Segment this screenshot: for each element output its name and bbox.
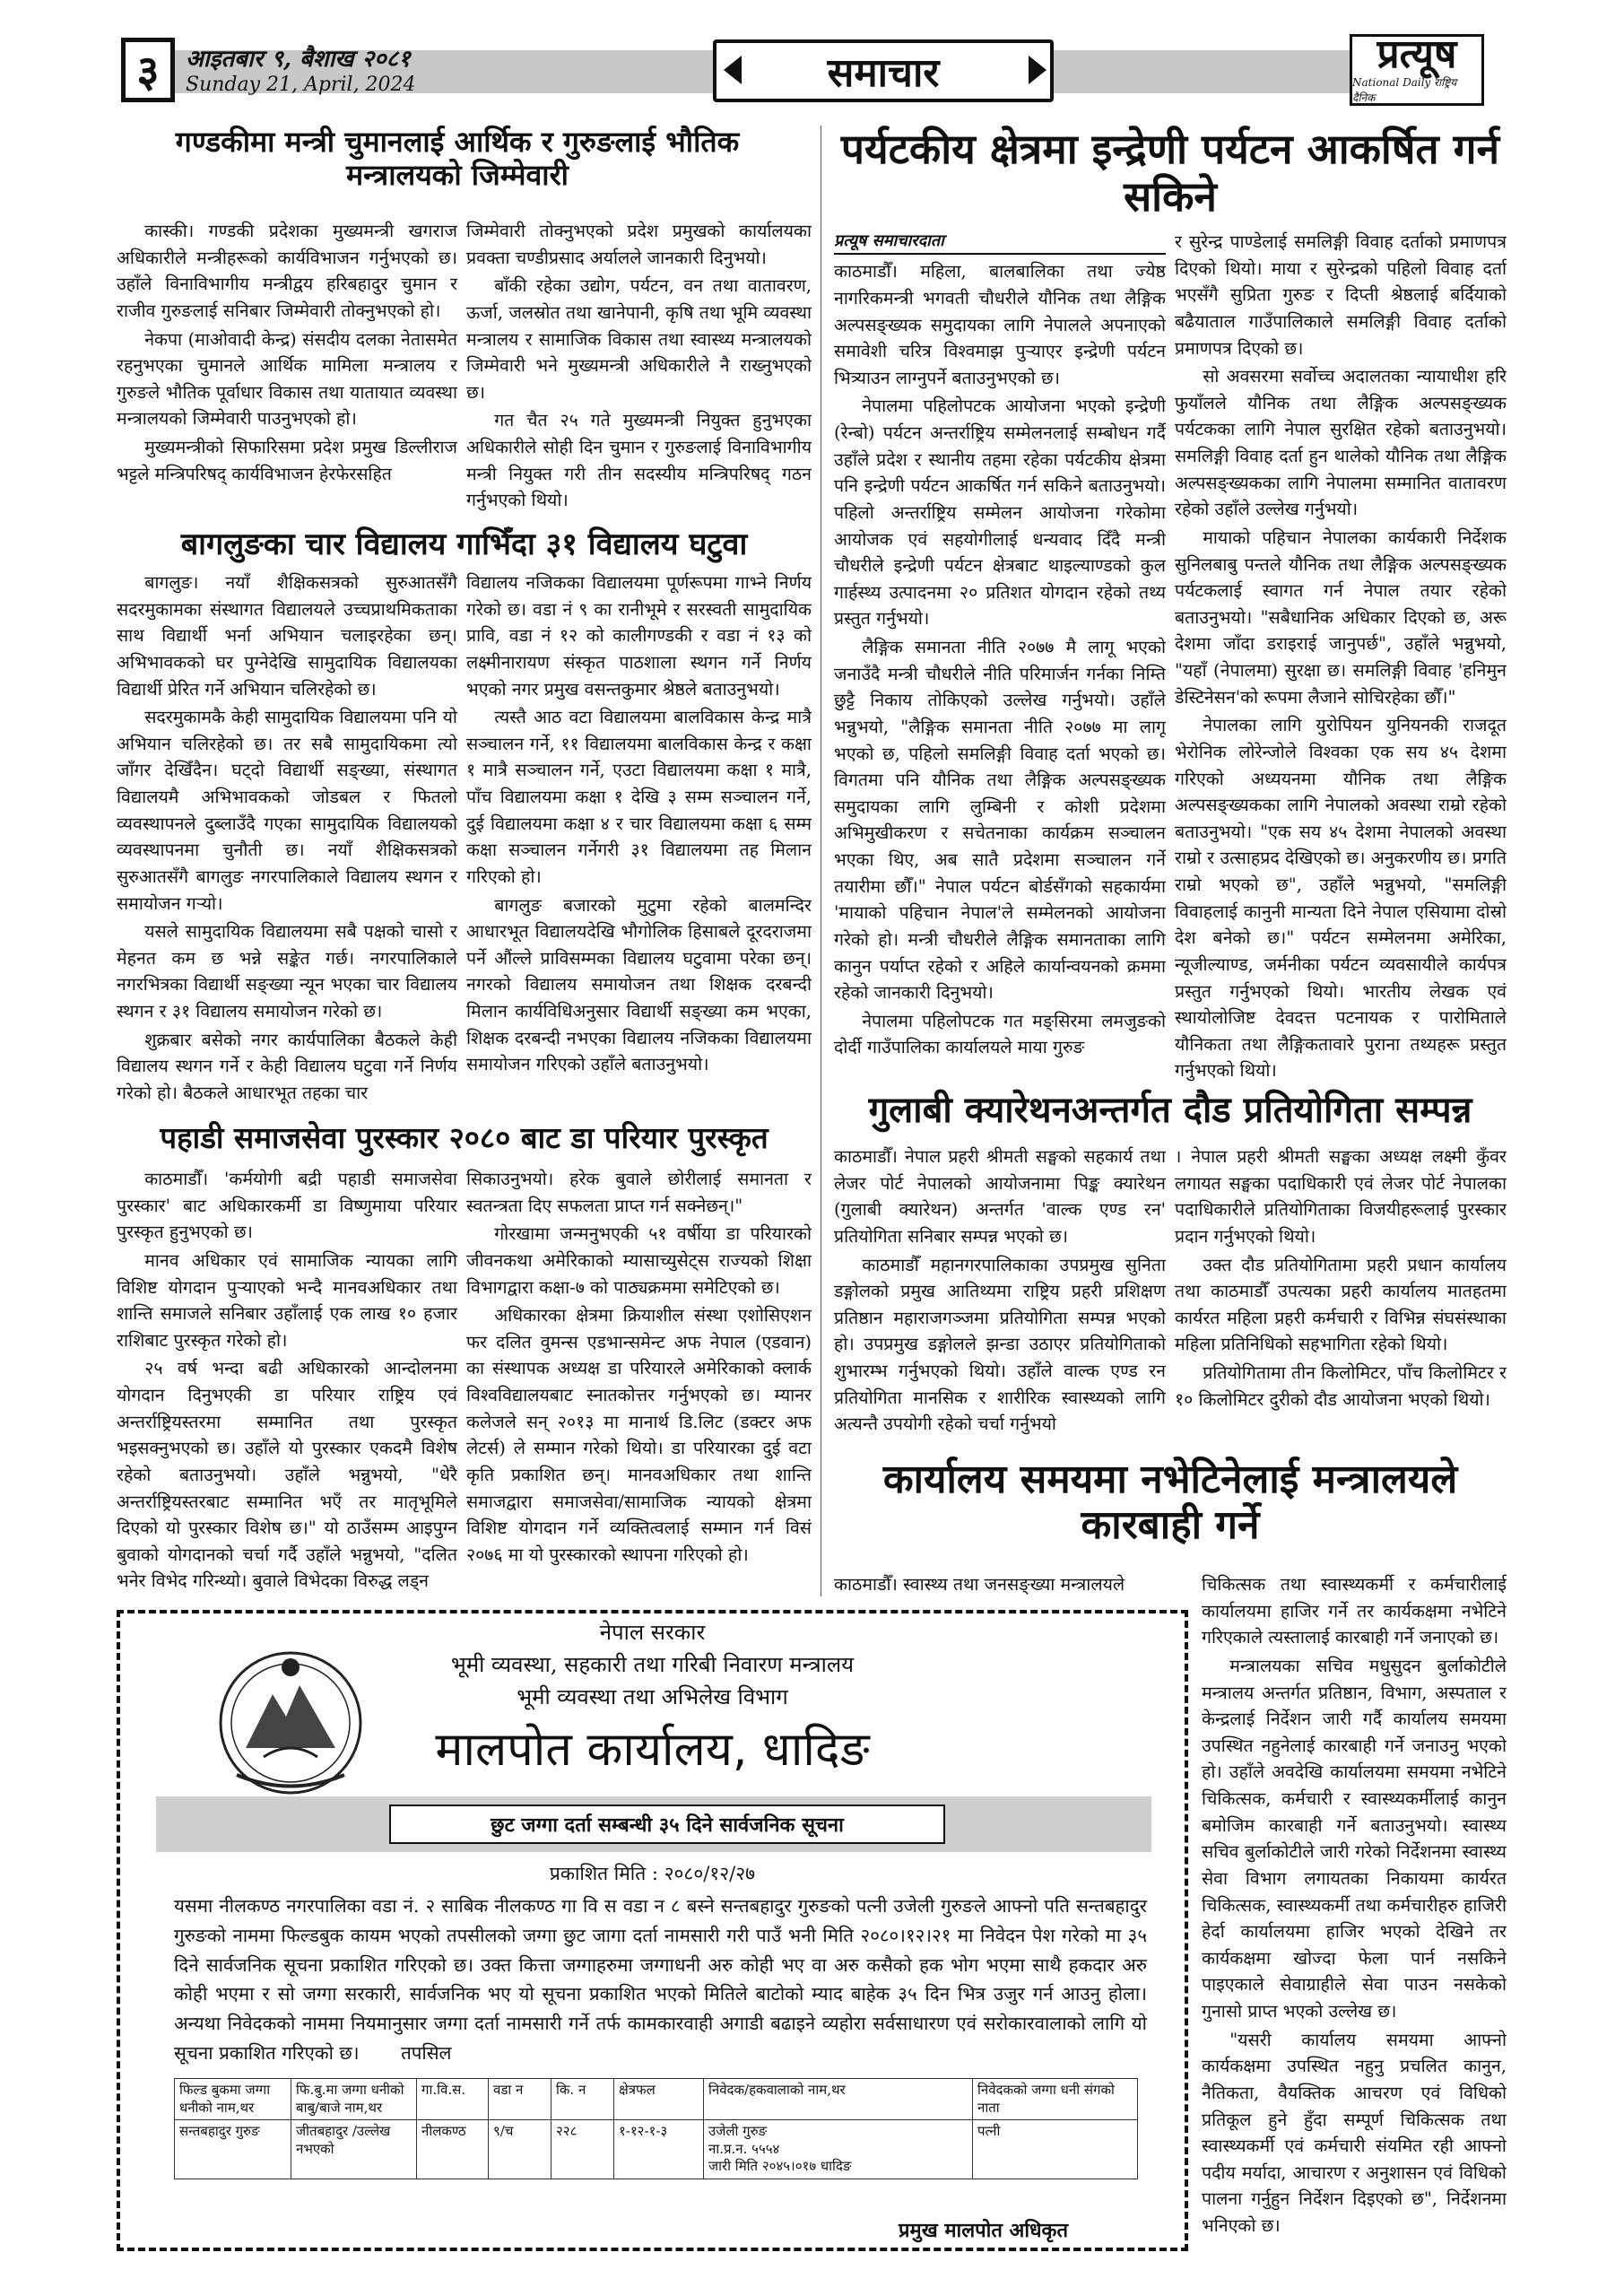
notice-tapsil: तपसिल (401, 2041, 452, 2064)
article-column (117, 1166, 457, 1596)
byline: प्रत्यूष समाचारदाता (834, 229, 1166, 255)
paragraph: कास्की। गण्डकी प्रदेशका मुख्यमन्त्री खगराज अधिकारीले मन्त्रीहरूको कार्यविभाजन गर्नुभएको छ। उहाँले विनाविभागीय मन्त्रीद्वय हरिबहादुर चुमान र राजीव गुरुङलाई सनिबार जिम्मेवारी तोक्नुभएको हो। (117, 221, 457, 321)
date-english: Sunday 21, April, 2024 (186, 74, 416, 96)
masthead-subtitle: National Daily राष्ट्रिय दैनिक (1352, 76, 1457, 104)
section-label: समाचार (713, 39, 1054, 102)
article-column (834, 1144, 1166, 1453)
table-header-cell: फि.बु.मा जग्गा धनीको बाबु/बाजे नाम,थर (291, 2079, 417, 2120)
table-header-cell: वडा न (489, 2079, 551, 2120)
paragraph: "यसरी कार्यालय समयमा आफ्नो कार्यकक्षमा उपस्थित नहुनु प्रचलित कानुन, नैतिकता, वैयक्तिक आचरण एवं विधिको प्रतिकूल हुने हुँदा सम्पूर्ण चिकित्सक तथा स्वास्थ्यकर्मी एवं कर्मचारी संयमित रही आफ्नो पदीय मर्यादा, आचारण र अनुशासन एवं विधिको पालना गर्नुहुन निर्देशन दिइएको छ", निर्देशनमा भनिएको छ। (1202, 2029, 1507, 2236)
article-column (117, 218, 457, 523)
paragraph: जिम्मेवारी तोक्नुभएको प्रदेश प्रमुखको कार्यालयका प्रवक्ता चण्डीप्रसाद अर्यालले जानकारी दिनुभयो। (466, 221, 812, 268)
masthead-logo (1350, 31, 1484, 106)
table-cell: १-१२-१-३ (614, 2120, 704, 2179)
arrow-left-icon (724, 56, 742, 84)
paragraph: लैङ्गिक समानता नीति २०७७ मै लागू भएको जनाउँदै मन्त्री चौधरीले नीति परिमार्जन गर्नका निम्ति छुट्टै निकाय तोकिएको उल्लेख गर्नुभयो। उहाँले भन्नुभयो, "लैङ्गिक समानता नीति २०७७ मा लागू भएको छ, पहिलो समलिङ्गी विवाह दर्ता भएको छ। विगतमा पनि यौनिक तथा लैङ्गिक अल्पसङ्ख्यक समुदायका लागि लुम्बिनी र कोशी प्रदेशमा अभिमुखीकरण र सचेतनाका कार्यक्रम सञ्चालन भएका थिए, अब सातै प्रदेशमा सञ्चालन गर्ने तयारीमा छौँ।" नेपाल पर्यटन बोर्डसँगको सहकार्यमा 'मायाको पहिचान नेपाल'ले सम्मेलनको आयोजना गरेको हो। मन्त्री चौधरीले लैङ्गिक समानताका लागि कानुन पर्याप्त रहेको र अहिले कार्यान्वयनको क्रममा रहेको जानकारी दिनुभयो। (834, 637, 1166, 1004)
paragraph: नेपालमा पहिलोपटक गत मङ्सिरमा लमजुङको दोर्दी गाउँपालिका कार्यालयले माया गुरुङ (834, 1010, 1166, 1058)
article-headline: कार्यालय समयमा नभेटिनेलाई मन्त्रालयले कारबाही गर्ने (882, 1457, 1458, 1548)
paragraph: २५ वर्ष भन्दा बढी अधिकारको आन्दोलनमा योगदान दिनुभएकी डा परियार राष्ट्रिय एवं अन्तर्राष्ट्रियस्तरमा सम्मानित तथा पुरस्कृत भइसक्नुभएको छ। उहाँले यो पुरस्कार एकदमै विशेष रहेको बताउनुभयो। उहाँले भन्नुभयो, "धेरै अन्तर्राष्ट्रियस्तरबाट सम्मानित भएँ तर मातृभूमिले दिएको यो पुरस्कार विशेष छ।" यो ठाउँसम्म आइपुग्न बुवाको योगदानको चर्चा गर्दै उहाँले भन्नुभयो, "दलित भनेर विभेद गरिन्थ्यो। बुवाले विभेदका विरुद्ध लड्न (117, 1358, 457, 1592)
page-number: ३ (121, 38, 175, 102)
table-cell: नीलकण्ठ (417, 2120, 489, 2179)
paragraph: । नेपाल प्रहरी श्रीमती सङ्घका अध्यक्ष लक्ष्मी कुँवर लगायत सङ्घका पदाधिकारी एवं लेजर पोर्ट नेपालका पदाधिकारीले प्रतियोगिताका विजयीहरूलाई पुरस्कार प्रदान गर्नुभएको थियो। (1175, 1146, 1507, 1247)
table-cell: पत्नी (973, 2120, 1138, 2179)
paragraph: नेपालमा पहिलोपटक आयोजना भएको इन्द्रेणी (रेन्बो) पर्यटन अन्तर्राष्ट्रिय सम्मेलनलाई सम्बोधन गर्दै उहाँले प्रदेश र स्थानीय तहमा रहेका पर्यटकीय क्षेत्रमा पनि इन्द्रेणी पर्यटन आकर्षित गर्न सकिने बताउनुभयो। पहिलो अन्तर्राष्ट्रिय सम्मेलन आयोजना गरेकोमा आयोजक एवं सहयोगीलाई धन्यवाद दिँदै मन्त्री चौधरीले इन्द्रेणी पर्यटन क्षेत्रबाट थाइल्याण्डको कुल गार्हस्थ्य उत्पादनमा २० प्रतिशत योगदान रहेको तथ्य प्रस्तुत गर्नुभयो। (834, 396, 1166, 630)
article-column (466, 218, 812, 523)
table-header-cell: निवेदकको जग्गा धनी संगको नाता (973, 2079, 1138, 2120)
paragraph: सदरमुकामकै केही सामुदायिक विद्यालयमा पनि यो अभियान चलिरहेको छ। तर सबै सामुदायिकमा त्यो जाँगर देखिँदैन। घट्दो विद्यार्थी सङ्ख्या, संस्थागत विद्यालयमै अभिभावकको जोडबल र फितलो व्यवस्थापनले दुब्लाउँदै गएका सामुदायिक विद्यालयको व्यवस्थापनमा चुनौती छ। नयाँ शैक्षिकसत्रको सुरुआतसँगै बागलुङ नगरपालिकाले विद्यालय स्थगन र समायोजन गर्‍यो। (117, 707, 457, 914)
paragraph: गत चैत २५ गते मुख्यमन्त्री नियुक्त हुनुभएका अधिकारीले सोही दिन चुमान र गुरुङलाई विनाविभागीय मन्त्री नियुक्त गरी तीन सदस्यीय मन्त्रिपरिषद् गठन गर्नुभएको थियो। (466, 410, 812, 511)
paragraph: प्रतियोगितामा तीन किलोमिटर, पाँच किलोमिटर र १० किलोमिटर दुरीको दौड आयोजना भएको थियो। (1175, 1362, 1507, 1410)
paragraph: उक्त दौड प्रतियोगितामा प्रहरी प्रधान कार्यालय तथा काठमाडौँ उपत्यका प्रहरी कार्यालय मातहतमा कार्यरत महिला प्रहरी कर्मचारी र विभिन्न संघसंस्थाका महिला प्रतिनिधिको सहभागिता रहेको थियो। (1175, 1254, 1507, 1355)
paragraph: नेपालका लागि युरोपियन युनियनकी राजदूत भेरोनिक लोरेन्जोले विश्वका एक सय ४५ देशमा गरिएको अध्ययनमा यौनिक तथा लैङ्गिक अल्पसङ्ख्यकका लागि नेपालको अवस्था राम्रो रहेको बताउनुभयो। "एक सय ४५ देशमा नेपालको अवस्था राम्रो र उत्साहप्रद देखिएको छ। अनुकरणीय छ। प्रगति राम्रो भएको छ", उहाँले भन्नुभयो, "समलिङ्गी विवाहलाई कानुनी मान्यता दिने नेपाल एसियामा दोस्रो देश बनेको छ।" पर्यटन सम्मेलनमा अमेरिका, न्यूजील्याण्ड, जर्मनीका पर्यटन व्यवसायीले कार्यपत्र प्रस्तुत गर्नुभएको थियो। भारतीय लेखक एवं स्थायोलोजिष्ट देवदत्त पटनायक र पारोमिताले यौनिकता तथा लैङ्गिकतावारे पुराना तथ्यहरू प्रस्तुत गर्नुभएको थियो। (1175, 715, 1507, 1082)
paragraph: र सुरेन्द्र पाण्डेलाई समलिङ्गी विवाह दर्ताको प्रमाणपत्र दिएको थियो। माया र सुरेन्द्रको पहिलो विवाह दर्ता भएसँगै सुप्रिता गुरुङ र दिप्ती श्रेष्ठलाई बर्दियाको बढैयाताल गाउँपालिकाले समलिङ्गी विवाह दर्ताको प्रमाणपत्र दिएको छ। (1175, 231, 1507, 359)
paragraph: मुख्यमन्त्रीको सिफारिसमा प्रदेश प्रमुख डिल्लीराज भट्टले मन्त्रिपरिषद् कार्यविभाजन हेरफेरसहित (117, 437, 457, 484)
paragraph: काठमाडौँ। 'कर्मयोगी बद्री पहाडी समाजसेवा पुरस्कार' बाट अधिकारकर्मी डा विष्णुमाया परियार पुरस्कृत हुनुभएको छ। (117, 1169, 457, 1243)
article-column (1175, 1144, 1507, 1453)
article-column (466, 1166, 812, 1596)
notice-subject: छुट जग्गा दर्ता सम्बन्धी ३५ दिने सार्वजनिक सूचना (389, 1805, 945, 1844)
table-header-cell: गा.वि.स. (417, 2079, 489, 2120)
arrow-right-icon (1029, 56, 1046, 84)
table-cell: सन्तबहादुर गुरुङ (175, 2120, 291, 2179)
paragraph: बाँकी रहेका उद्योग, पर्यटन, वन तथा वातावरण, ऊर्जा, जलस्रोत तथा खानेपानी, कृषि तथा भूमि व्यवस्था मन्त्रालय र सामाजिक विकास तथा स्वास्थ्य मन्त्रालयको जिम्मेवारी भने मुख्यमन्त्री अधिकारीले नै राख्नुभएको छ। (466, 275, 812, 403)
paragraph: त्यस्तै आठ वटा विद्यालयमा बालविकास केन्द्र मात्रै सञ्चालन गर्ने, ११ विद्यालयमा बालविकास केन्द्र र कक्षा १ मात्रै सञ्चालन गर्ने, एउटा विद्यालयमा कक्षा १ मात्रै, पाँच विद्यालयमा कक्षा १ देखि ३ सम्म सञ्चालन गर्ने, दुई विद्यालयमा कक्षा ४ र चार विद्यालयमा कक्षा ६ सम्म कक्षा सञ्चालन गर्नेगरी ३१ विद्यालयमा तह मिलान गरिएको हो। (466, 707, 812, 887)
masthead-title: प्रत्यूष (1376, 31, 1457, 77)
table-header-cell: कि. न (551, 2079, 614, 2120)
paragraph: काठमाडौँ। स्वास्थ्य तथा जनसङ्ख्या मन्त्रालयले (834, 1574, 1125, 1595)
date-nepali: आइतबार ९, बैशाख २०८१ (186, 46, 411, 73)
paragraph: विद्यालय नजिकका विद्यालयमा पूर्णरूपमा गाभ्ने निर्णय गरेको छ। वडा नं ९ का रानीभूमे र सरस्वती सामुदायिक प्रावि, वडा नं १२ को कालीगण्डकी र वडा नं १३ को लक्ष्मीनारायण संस्कृत पाठशाला स्थगन गर्ने निर्णय भएको नगर प्रमुख वसन्तकुमार श्रेष्ठले बताउनुभयो। (466, 572, 812, 700)
table-header-cell: क्षेत्रफल (614, 2079, 704, 2120)
article-headline: पर्यटकीय क्षेत्रमा इन्द्रेणी पर्यटन आकर्षित गर्न सकिने (840, 125, 1500, 221)
notice-table (174, 2078, 1138, 2179)
notice-text: यसमा नीलकण्ठ नगरपालिका वडा नं. २ साबिक नीलकण्ठ गा वि स वडा न ८ बस्ने सन्तबहादुर गुरुङको पत्नी उजेली गुरुङले आफ्नो पति सन्तबहादुर गुरुङको नाममा फिल्डबुक कायम भएको तपसीलको जग्गा छुट जागा दर्ता नामसारी गरी पाउँ भनी मिति २०८०।१२।२१ मा निवेदन पेश गरेको मा ३५ दिने सार्वजनिक सूचना प्रकाशित गरिएको छ। उक्त कित्ता जग्गाहरुमा जग्गाधनी अरु कोही भए वा अरु कसैको हक भोग भएमा साथै हकदार अरु कोही भएमा र सो जग्गा सरकारी, सार्वजनिक भए यो सूचना प्रकाशित भएको मितिले बाटोको म्याद बाहेक ३५ दिन भित्र उजुर गर्न आउनु होला। अन्यथा निवेदकको नाममा नियमानुसार जग्गा दर्ता नामसारी गर्ने तर्फ कामकारवाही अगाडी बढाइने व्यहोरा सर्वसाधारण एवं सरोकारवालाको लागि यो सूचना प्रकाशित गरिएको छ। (174, 1895, 1147, 2064)
notice-line: नेपाल सरकार (599, 1620, 706, 1645)
paragraph: बागलुङ बजारको मुटुमा रहेको बालमन्दिर आधारभूत विद्यालयदेखि भौगोलिक हिसाबले दूरदराजमा पर्ने औंल्ले प्राविसम्मका विद्यालय घटुवामा परेका छन्। नगरको विद्यालय समायोजन तथा शिक्षक दरबन्दी मिलान कार्यविधिअनुसार विद्यार्थी सङ्ख्या कम भएका, शिक्षक दरबन्दी नभएका विद्यालय नजिकका विद्यालयमा समायोजन गरिएको उहाँले बताउनुभयो। (466, 894, 812, 1075)
paragraph: मायाको पहिचान नेपालका कार्यकारी निर्देशक सुनिलबाबु पन्तले यौनिक तथा लैङ्गिक अल्पसङ्ख्यक पर्यटकलाई स्वागत गर्न नेपाल तयार रहेको बताउनुभयो। "सबैधानिक अधिकार दिएको छ, अरू देशमा जाँदा डराइराई जानुपर्छ", उहाँले भन्नुभयो, "यहाँ (नेपालमा) सुरक्षा छ। समलिङ्गी विवाह 'हनिमुन डेस्टिनेसन'को रूपमा लैजाने सोचिरहेका छौँ।" (1175, 526, 1507, 708)
page-header (121, 31, 1484, 109)
notice-signature: प्रमुख मालपोत अधिकृत (899, 2219, 1068, 2242)
paragraph: काठमाडौँ। महिला, बालबालिका तथा ज्येष्ठ नागरिकमन्त्री भगवती चौधरीले यौनिक तथा लैङ्गिक अल्पसङ्ख्यक समुदायका लागि नेपालले अपनाएको समावेशी चरित्र विश्वमाझ पुर्‍याएर इन्द्रेणी पर्यटन भित्र्याउन लाग्नुपर्ने बताउनुभएको छ। (834, 261, 1166, 388)
paragraph: यसले सामुदायिक विद्यालयमा सबै पक्षको चासो र मेहनत कम छ भन्ने सङ्केत गर्छ। नगरपालिकाले नगरभित्रका विद्यार्थी सङ्ख्या न्यून भएका चार विद्यालय स्थगन र ३१ विद्यालय समायोजन गरेको छ। (117, 921, 457, 1022)
notice-published-date: प्रकाशित मिति : २०८०/१२/२७ (549, 1863, 756, 1884)
paragraph: काठमाडौँ महानगरपालिकाका उपप्रमुख सुनिता डङ्गोलको प्रमुख आतिथ्यमा राष्ट्रिय प्रहरी प्रशिक्षण प्रतिष्ठान महाराजगञ्जमा प्रतियोगिता सम्पन्न भएको हो। उपप्रमुख डङ्गोलले झन्डा उठाएर प्रतियोगिताको शुभारम्भ गर्नुभएको थियो। उहाँले वाल्क एण्ड रन प्रतियोगिता मानसिक र शारीरिक स्वास्थ्यको लागि अत्यन्तै उपयोगी रहेको चर्चा गर्नुभयो (834, 1254, 1166, 1435)
notice-office-title: मालपोत कार्यालय, धादिङ (435, 1723, 870, 1777)
table-row (175, 2120, 1138, 2179)
table-cell: उजेली गुरुङ ना.प्र.न. ५५५४ जारी मिति २०४५।०१७ धादिङ (704, 2120, 973, 2179)
article-headline: बागलुङका चार विद्यालय गाभिँदा ३१ विद्यालय घटुवा (180, 526, 748, 562)
notice-line: भूमी व्यवस्था, सहकारी तथा गरिबी निवारण मन्त्रालय (450, 1652, 855, 1677)
paragraph: मन्त्रालयका सचिव मधुसुदन बुर्लाकोटीले मन्त्रालय अन्तर्गत प्रतिष्ठान, विभाग, अस्पताल र केन्द्रलाई निर्देशन जारी गर्दै कार्यालय समयमा उपस्थित नहुनेलाई कारबाही गर्ने जनाउनु भएको हो। उहाँले अवदेखि कार्यालयमा समयमा नभेटिने चिकित्सक, कर्मचारी र स्वास्थ्यकर्मीलाई कानुन बमोजिम कारबाही गर्ने बताउनुभयो। स्वास्थ्य सचिव बुर्लाकोटीले जारी गरेको निर्देशनमा स्वास्थ्य सेवा विभाग लगायतका निकायमा कार्यरत चिकित्सक, स्वास्थ्यकर्मी तथा कर्मचारीहरु हाजिरी हेर्दा कार्यालयमा हाजिर भएको देखिने तर कार्यकक्षमा खोज्दा फेला पार्न नसकिने पाइएकाले सेवाग्राहीले सेवा पाउन नसकेको गुनासो प्राप्त भएको उल्लेख छ। (1202, 1655, 1507, 2022)
paragraph: गोरखामा जन्मनुभएकी ५१ वर्षीया डा परियारको जीवनकथा अमेरिकाको म्यासाच्युसेट्स राज्यको शिक्षा विभागद्वारा कक्षा-७ को पाठ्यक्रममा समेटिएको छ। (466, 1223, 812, 1298)
article-column (117, 570, 457, 1117)
article-column (834, 229, 1166, 1085)
article-headline: गुलाबी क्यारेथनअन्तर्गत दौड प्रतियोगिता सम्पन्न (868, 1090, 1472, 1131)
table-header-row (175, 2079, 1138, 2120)
table-header-cell: फिल्ड बुकमा जग्गा धनीको नाम,थर (175, 2079, 291, 2120)
article-headline: पहाडी समाजसेवा पुरस्कार २०८० बाट डा परियार पुरस्कृत (160, 1120, 769, 1155)
paragraph: चिकित्सक तथा स्वास्थ्यकर्मी र कर्मचारीलाई कार्यालयमा हाजिर गर्ने तर कार्यकक्षमा नभेटिने गरिएकाले त्यस्तालाई कारबाही गर्ने जनाएको छ। (1202, 1574, 1507, 1648)
paragraph: अधिकारका क्षेत्रमा क्रियाशील संस्था एशोसिएशन फर दलित वुमन्स एडभान्समेन्ट अफ नेपाल (एडवान) का संस्थापक अध्यक्ष डा परियारले अमेरिकाको क्लार्क विश्वविद्यालयबाट स्नातकोत्तर गर्नुभएको छ। म्यानर कलेजले सन् २०१३ मा मानार्थ डि.लिट (डक्टर अफ लेटर्स) ले सम्मान गरेको थियो। डा परियारका दुई वटा कृति प्रकाशित छन्। मानवअधिकार तथा शान्ति समाजद्वारा समाजसेवा/सामाजिक न्यायको क्षेत्रमा विशिष्ट योगदान गर्ने व्यक्तित्वलाई सम्मान गर्न विसं २०७६ मा यो पुरस्कारको स्थापना गरिएको हो। (466, 1305, 812, 1565)
table-cell: जीतबहादुर /उल्लेख नभएको (291, 2120, 417, 2179)
public-notice (117, 1610, 1188, 2251)
article-headline: गण्डकीमा मन्त्री चुमानलाई आर्थिक र गुरुङलाई भौतिक मन्त्रालयको जिम्मेवारी (175, 125, 740, 192)
paragraph: काठमाडौँ। नेपाल प्रहरी श्रीमती सङ्घको सहकार्य तथा लेजर पोर्ट नेपालको आयोजनामा पिङ्क क्यारेथन (गुलाबी क्यारेथन) अन्तर्गत 'वाल्क एण्ड रन' प्रतियोगिता सनिबार सम्पन्न भएको छ। (834, 1146, 1166, 1247)
notice-line: भूमी व्यवस्था तथा अभिलेख विभाग (517, 1684, 788, 1709)
paragraph: सिकाउनुभयो। हरेक बुवाले छोरीलाई समानता र स्वतन्त्रता दिए सफलता प्राप्त गर्न सक्नेछन्।" (466, 1169, 812, 1216)
article-column (1202, 1571, 1507, 2280)
article-column (834, 1571, 1166, 1600)
paragraph: नेकपा (माओवादी केन्द्र) संसदीय दलका नेतासमेत रहनुभएका चुमानले आर्थिक मामिला मन्त्रालय र गुरुङले भौतिक पूर्वाधार विकास तथा यातायात व्यवस्था मन्त्रालयको जिम्मेवारी पाउनुभएको हो। (117, 328, 457, 430)
table-cell: २२८ (551, 2120, 614, 2179)
article-column (466, 570, 812, 1117)
table-cell: ९/च (489, 2120, 551, 2179)
notice-body (174, 1892, 1147, 2068)
paragraph: शुक्रबार बसेको नगर कार्यपालिका बैठकले केही विद्यालय स्थगन गर्ने र केही विद्यालय घटुवा गर्ने निर्णय गरेको हो। बैठकले आधारभूत तहका चार (117, 1029, 457, 1103)
paragraph: सो अवसरमा सर्वोच्च अदालतका न्यायाधीश हरि फुयाँलले यौनिक तथा लैङ्गिक अल्पसङ्ख्यक पर्यटकका लागि नेपाल सुरक्षित रहेको बताउनुभयो। समलिङ्गी विवाह दर्ता हुन थालेको यौनिक तथा लैङ्गिक अल्पसङ्ख्यकका लागि नेपालमा सम्मानित वातावरण रहेको उहाँले उल्लेख गर्नुभयो। (1175, 366, 1507, 520)
table-header-cell: निवेदक/हकवालाको नाम,थर (704, 2079, 973, 2120)
paragraph: मानव अधिकार एवं सामाजिक न्यायका लागि विशिष्ट योगदान पुऱ्याएको भन्दै मानवअधिकार तथा शान्ति समाजले सनिबार उहाँलाई एक लाख १० हजार राशिबाट पुरस्कृत गरेको हो। (117, 1249, 457, 1351)
article-column (1175, 229, 1507, 1085)
paragraph: बागलुङ। नयाँ शैक्षिकसत्रको सुरुआतसँगै सदरमुकामका संस्थागत विद्यालयले उच्चप्राथमिकताका साथ विद्यार्थी भर्ना अभियान चलाइरहेका छन्। अभिभावकको घर पुग्नेदेखि सामुदायिक विद्यालयका विद्यार्थी प्रेरित गर्ने अभियान चलिरहेको छ। (117, 572, 457, 700)
